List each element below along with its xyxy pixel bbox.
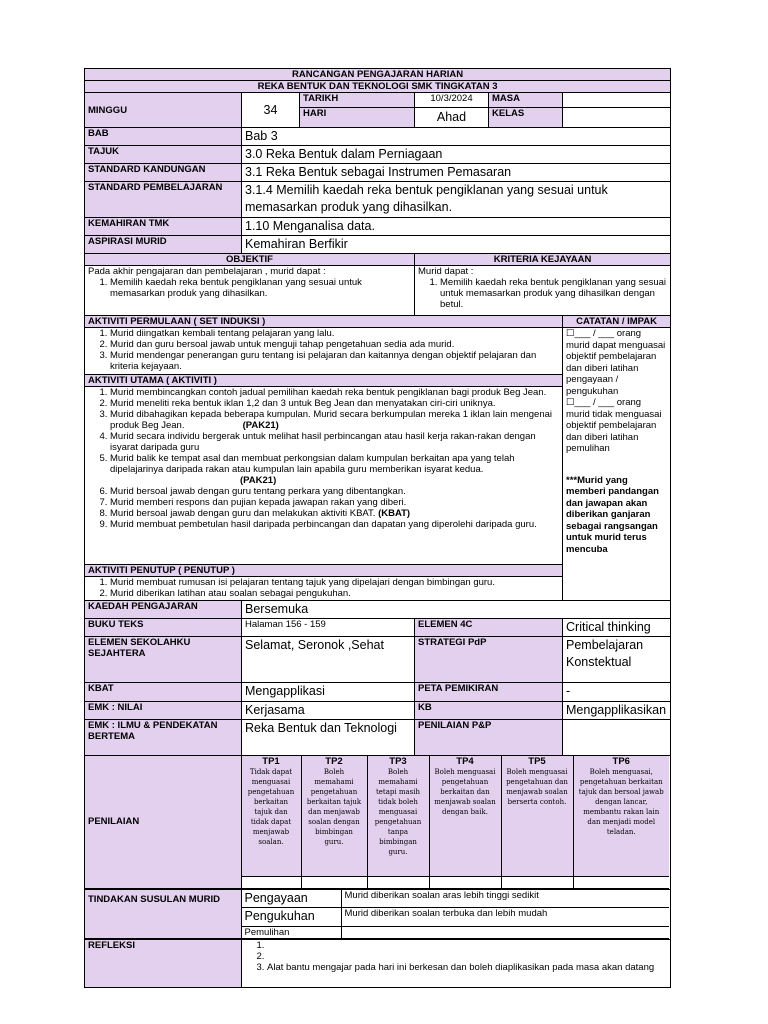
kaedah-value: Bersemuka <box>242 601 671 619</box>
penilaian-table <box>85 756 669 889</box>
hari-label: HARI <box>300 108 415 128</box>
list-item-text: Murid dibahagikan kepada beberapa kumpulan. Murid secara berkumpulan mereka 1 iklan lain mengenai produk Beg Jean. <box>110 409 553 431</box>
refleksi-content <box>242 940 671 988</box>
catatan-note: ***Murid yang memberi pandangan dan jawapan akan diberikan ganjaran sebagai rangsangan untuk murid terus mencuba <box>566 474 659 555</box>
buku-teks-label: BUKU TEKS <box>85 619 242 637</box>
tarikh-label: TARIKH <box>300 93 415 108</box>
emk-ilmu-label: EMK : ILMU & PENDEKATAN BERTEMA <box>85 720 242 756</box>
tp6-cell <box>573 756 669 876</box>
kriteria-list <box>418 277 667 310</box>
bab-label: BAB <box>85 128 242 146</box>
elemen-sekolahku-label: ELEMEN SEKOLAHKU SEJAHTERA <box>85 637 242 683</box>
utama-header: AKTIVITI UTAMA ( AKTIVITI ) <box>85 375 563 387</box>
tp1-title: TP1 <box>262 756 280 767</box>
standard-pembelajaran-value: 3.1.4 Memilih kaedah reka bentuk pengiklanan yang sesuai untuk memasarkan produk yang dihasilkan. <box>242 182 671 218</box>
lesson-plan-sheet <box>84 68 670 988</box>
tp1-desc: Tidak dapat menguasai pengetahuan berkaitan tajuk dan tidak dapat menjawab soalan. <box>247 768 295 846</box>
list-item <box>110 453 559 486</box>
strategi-label: STRATEGI PdP <box>415 637 563 683</box>
aspirasi-label: ASPIRASI MURID <box>85 236 242 254</box>
tp3-title: TP3 <box>389 756 407 767</box>
permulaan-list <box>88 328 559 372</box>
pengukuhan-desc: Murid diberikan soalan terbuka dan lebih mudah <box>341 908 669 927</box>
pengayaan-desc: Murid diberikan soalan aras lebih tinggi sedikit <box>341 890 669 908</box>
tp2-title: TP2 <box>325 756 343 767</box>
catatan-line-1: ☐___ / ___ orang murid dapat menguasai objektif pembelajaran dan diberi latihan pengayaan / pengukuhan <box>566 328 666 397</box>
tp4-title: TP4 <box>456 756 474 767</box>
tp5-cell <box>501 756 573 876</box>
penilaian-section <box>85 756 671 890</box>
tp2-cell <box>301 756 367 876</box>
buku-teks-value: Halaman 156 - 159 <box>242 619 415 637</box>
list-item: 2. Murid diberikan latihan atau soalan sebagai pengukuhan. <box>110 588 559 599</box>
standard-kandungan-label: STANDARD KANDUNGAN <box>85 164 242 182</box>
elemen4c-label: ELEMEN 4C <box>415 619 563 637</box>
masa-value <box>563 93 671 108</box>
kelas-value <box>563 108 671 128</box>
tp5-check[interactable] <box>501 876 573 888</box>
kbat-tag: (KBAT) <box>378 508 411 519</box>
tindakan-label: TINDAKAN SUSULAN MURID <box>85 890 241 939</box>
kbat-label: KBAT <box>85 683 242 702</box>
tp5-desc: Boleh menguasai pengetahuan dan menjawab soalan berserta contoh. <box>506 768 568 806</box>
list-item: 1. Memilih kaedah reka bentuk pengiklanan yang sesuai untuk memasarkan produk yang dihasilkan. <box>110 277 411 299</box>
standard-pembelajaran-label: STANDARD PEMBELAJARAN <box>85 182 242 218</box>
penilaian-pp-label: PENILAIAN P&P <box>415 720 563 756</box>
list-item: 2. Murid dan guru bersoal jawab untuk menguji tahap pengetahuan sedia ada murid. <box>110 339 559 350</box>
refleksi-list <box>245 940 667 973</box>
masa-label: MASA <box>489 93 563 108</box>
objektif-content <box>85 266 415 316</box>
tp3-desc: Boleh memahami tetapi masih tidak boleh menguasai pengetahuan tanpa bimbingan guru. <box>374 768 422 856</box>
penilaian-pp-value <box>563 720 671 756</box>
tp1-check[interactable] <box>241 876 301 888</box>
tp6-check[interactable] <box>573 876 669 888</box>
kelas-label: KELAS <box>489 108 563 128</box>
list-item: 4. Murid secara individu bergerak untuk melihat hasil perbincangan atau hasil kerja rakan-rakan dengan isyarat daripada guru <box>110 431 559 453</box>
lesson-plan-table <box>84 68 671 988</box>
kriteria-content <box>415 266 671 316</box>
list-item: 2. Murid meneliti reka bentuk iklan 1,2 dan 3 untuk Beg Jean dan menyatakan ciri-ciri uniknya. <box>110 398 559 409</box>
list-item: 1. Murid diingatkan kembali tentang pelajaran yang lalu. <box>110 328 559 339</box>
list-item <box>267 951 667 962</box>
catatan-header: CATATAN / IMPAK <box>563 316 671 328</box>
refleksi-label: REFLEKSI <box>85 940 242 988</box>
emk-nilai-label: EMK : NILAI <box>85 702 242 720</box>
list-item <box>110 508 559 519</box>
pengayaan-label: Pengayaan <box>241 890 341 908</box>
tp4-desc: Boleh menguasai pengetahuan berkaitan dan menjawab soalan dengan baik. <box>434 768 496 816</box>
kbat-value: Mengapplikasi <box>242 683 415 702</box>
standard-kandungan-value: 3.1 Reka Bentuk sebagai Instrumen Pemasaran <box>242 164 671 182</box>
kemahiran-tmk-label: KEMAHIRAN TMK <box>85 218 242 236</box>
kriteria-header: KRITERIA KEJAYAAN <box>415 254 671 266</box>
kb-value: Mengapplikasikan <box>563 702 671 720</box>
tp6-title: TP6 <box>612 756 630 767</box>
tindakan-table <box>85 890 669 940</box>
pak21-tag: (PAK21) <box>240 475 277 486</box>
list-item <box>267 940 667 951</box>
pak21-tag: (PAK21) <box>242 420 279 431</box>
tp3-cell <box>367 756 429 876</box>
list-item: 6. Murid bersoal jawab dengan guru tentang perkara yang dibentangkan. <box>110 486 559 497</box>
tp5-title: TP5 <box>528 756 546 767</box>
catatan-content <box>563 328 671 601</box>
penutup-list <box>88 577 559 599</box>
tp1-cell <box>241 756 301 876</box>
permulaan-content <box>85 328 563 375</box>
kaedah-label: KAEDAH PENGAJARAN <box>85 601 242 619</box>
elemen-sekolahku-value: Selamat, Seronok ,Sehat <box>242 637 415 683</box>
aspirasi-value: Kemahiran Berfikir <box>242 236 671 254</box>
objektif-list <box>88 277 411 299</box>
list-item: 1. Murid membuat rumusan isi pelajaran tentang tajuk yang dipelajari dengan bimbingan guru. <box>110 577 559 588</box>
tajuk-value: 3.0 Reka Bentuk dalam Perniagaan <box>242 146 671 164</box>
emk-ilmu-value: Reka Bentuk dan Teknologi <box>242 720 415 756</box>
objektif-intro: Pada akhir pengajaran dan pembelajaran , murid dapat : <box>88 266 326 277</box>
elemen4c-value: Critical thinking <box>563 619 671 637</box>
hari-value: Ahad <box>415 108 489 128</box>
tp2-desc: Boleh memahami pengetahuan berkaitan tajuk dan menjawab soalan dengan bimbingan guru. <box>306 768 362 846</box>
list-item: 9. Murid membuat pembetulan hasil daripada perbincangan dan dapatan yang diperolehi daripada guru. <box>110 519 559 530</box>
list-item-text: Murid balik ke tempat asal dan membuat perkongsian dalam kumpulan berkaitan apa yang telah dipelajarinya daripada rakan atau kumpulan lain apabila guru memberikan isyarat kedua. <box>110 453 515 475</box>
strategi-value: Pembelajaran Konstektual <box>563 637 671 683</box>
minggu-value: 34 <box>242 93 300 128</box>
kriteria-intro: Murid dapat : <box>418 266 474 277</box>
list-item-text: Murid bersoal jawab dengan guru dan melakukan aktiviti KBAT. <box>110 508 376 519</box>
peta-value: - <box>563 683 671 702</box>
kb-label: KB <box>415 702 563 720</box>
tp4-check[interactable] <box>429 876 501 888</box>
title-row-2: REKA BENTUK DAN TEKNOLOGI SMK TINGKATAN 3 <box>85 81 671 93</box>
title-row-1: RANCANGAN PENGAJARAN HARIAN <box>85 69 671 81</box>
pengukuhan-label: Pengukuhan <box>241 908 341 927</box>
utama-list <box>88 387 559 530</box>
tp6-desc: Boleh menguasai, pengetahuan berkaitan tajuk dan bersoal jawab dengan lancar, membantu rakan lain dan menjadi model teladan. <box>578 768 664 836</box>
tp3-check[interactable] <box>367 876 429 888</box>
list-item: 7. Murid memberi respons dan pujian kepada jawapan rakan yang diberi. <box>110 497 559 508</box>
tarikh-value: 10/3/2024 <box>415 93 489 108</box>
list-item: 3. Murid mendengar penerangan guru tentang isi pelajaran dan kaitannya dengan objektif pelajaran dan kriteria kejayaan. <box>110 350 559 372</box>
minggu-label: MINGGU <box>85 93 242 128</box>
tp4-cell <box>429 756 501 876</box>
list-item <box>110 409 559 431</box>
tp2-check[interactable] <box>301 876 367 888</box>
utama-content <box>85 387 563 565</box>
tindakan-section <box>85 889 671 940</box>
emk-nilai-value: Kerjasama <box>242 702 415 720</box>
permulaan-header: AKTIVITI PERMULAAN ( SET INDUKSI ) <box>85 316 563 328</box>
list-item: 1. Memilih kaedah reka bentuk pengiklanan yang sesuai untuk memasarkan produk yang dihasilkan dengan betul. <box>440 277 667 310</box>
penutup-content <box>85 577 563 601</box>
catatan-line-2: ☐___ / ___ orang murid tidak menguasai objektif pembelajaran dan diberi latihan pemulihan <box>566 397 662 454</box>
penilaian-label: PENILAIAN <box>85 756 241 888</box>
kemahiran-tmk-value: 1.10 Menganalisa data. <box>242 218 671 236</box>
peta-label: PETA PEMIKIRAN <box>415 683 563 702</box>
bab-value: Bab 3 <box>242 128 671 146</box>
list-item: 3. Alat bantu mengajar pada hari ini berkesan dan boleh diaplikasikan pada masa akan datang <box>267 962 667 973</box>
pemulihan-label: Pemulihan <box>241 927 341 939</box>
penutup-header: AKTIVITI PENUTUP ( PENUTUP ) <box>85 565 563 577</box>
tajuk-label: TAJUK <box>85 146 242 164</box>
objektif-header: OBJEKTIF <box>85 254 415 266</box>
pemulihan-desc <box>341 927 669 939</box>
list-item: 1. Murid membincangkan contoh jadual pemilihan kaedah reka bentuk pengiklanan bagi produk Beg Jean. <box>110 387 559 398</box>
